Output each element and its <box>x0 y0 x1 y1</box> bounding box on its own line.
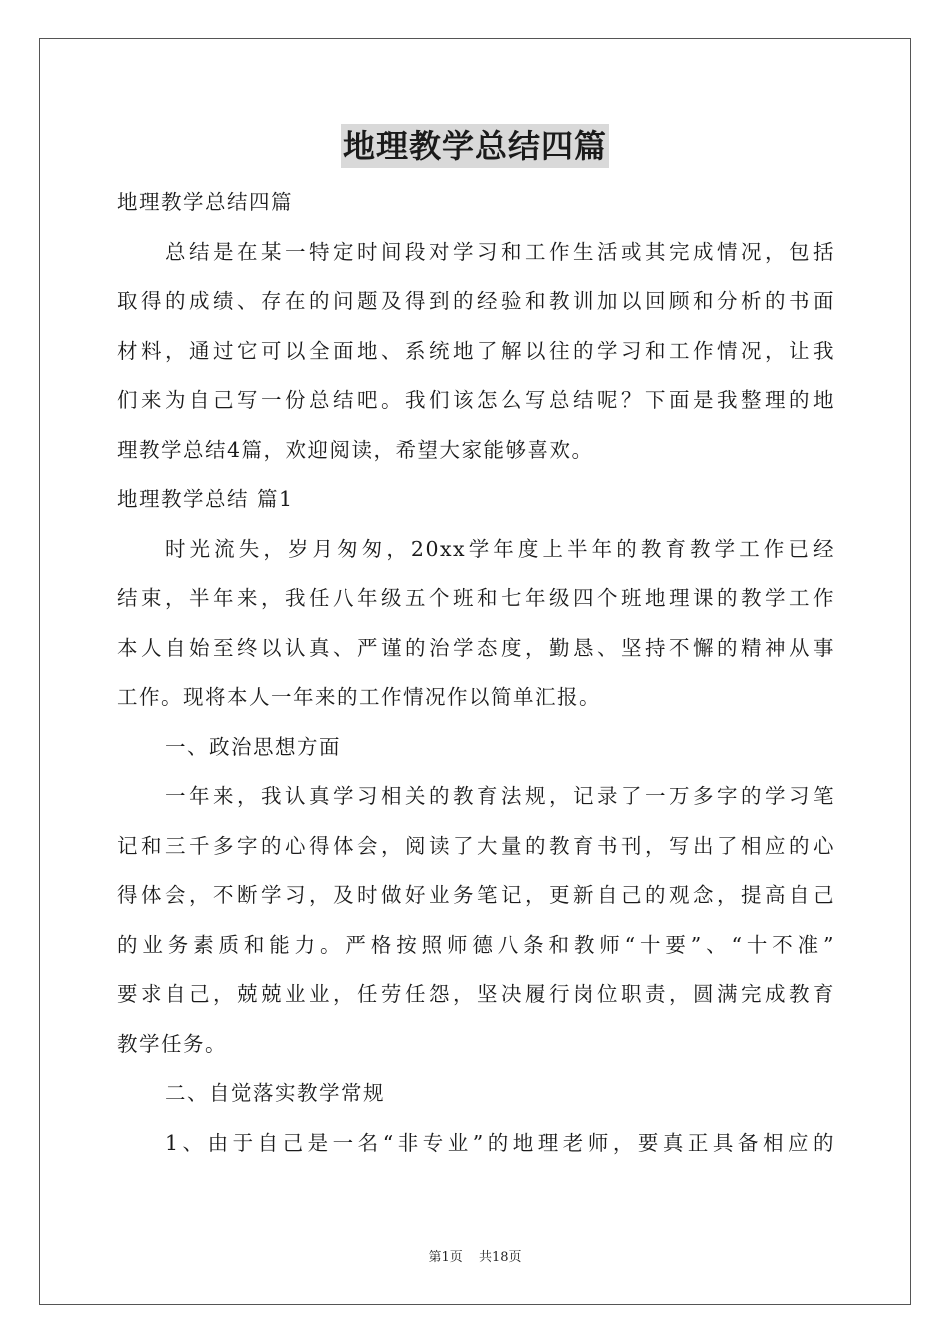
title-area <box>0 124 950 168</box>
text-line: 材料，通过它可以全面地、系统地了解以往的学习和工作情况，让我 <box>117 338 835 363</box>
text-line: 1、由于自己是一名“非专业”的地理老师，要真正具备相应的 <box>165 1130 835 1155</box>
text-line: 本人自始至终以认真、严谨的治学态度，勤恳、坚持不懈的精神从事 <box>117 635 835 660</box>
text-line: 地理教学总结 篇1 <box>117 487 294 511</box>
text-line: 二、自觉落实教学常规 <box>165 1081 385 1105</box>
text-line: 一年来，我认真学习相关的教育法规，记录了一万多字的学习笔 <box>165 784 835 808</box>
text-line: 要求自己，兢兢业业，任劳任怨，坚决履行岗位职责，圆满完成教育 <box>117 982 835 1006</box>
text-line: 总结是在某一特定时间段对学习和工作生活或其完成情况，包括 <box>165 239 835 264</box>
page-total: 共18页 <box>478 1250 522 1265</box>
text-line: 们来为自己写一份总结吧。我们该怎么写总结呢？下面是我整理的地 <box>117 388 835 412</box>
page-number: 第1页 <box>428 1250 463 1265</box>
text-line: 取得的成绩、存在的问题及得到的经验和教训加以回顾和分析的书面 <box>117 289 835 313</box>
page-footer <box>0 1246 950 1265</box>
text-line: 工作。现将本人一年来的工作情况作以简单汇报。 <box>117 685 601 709</box>
text-line: 地理教学总结四篇 <box>117 190 293 214</box>
text-line: 理教学总结4篇，欢迎阅读，希望大家能够喜欢。 <box>117 437 594 462</box>
text-line: 一、政治思想方面 <box>165 734 341 759</box>
document-body <box>117 178 835 1168</box>
text-line: 教学任务。 <box>117 1031 227 1056</box>
text-line: 得体会，不断学习，及时做好业务笔记，更新自己的观念，提高自己 <box>117 883 835 907</box>
document-title: 地理教学总结四篇 <box>341 124 609 168</box>
text-line: 时光流失，岁月匆匆，20xx学年度上半年的教育教学工作已经 <box>165 536 835 561</box>
text-line: 记和三千多字的心得体会，阅读了大量的教育书刊，写出了相应的心 <box>117 833 835 858</box>
text-line: 的业务素质和能力。严格按照师德八条和教师“十要”、“十不准” <box>117 932 835 957</box>
text-line: 结束，半年来，我任八年级五个班和七年级四个班地理课的教学工作 <box>117 586 835 610</box>
